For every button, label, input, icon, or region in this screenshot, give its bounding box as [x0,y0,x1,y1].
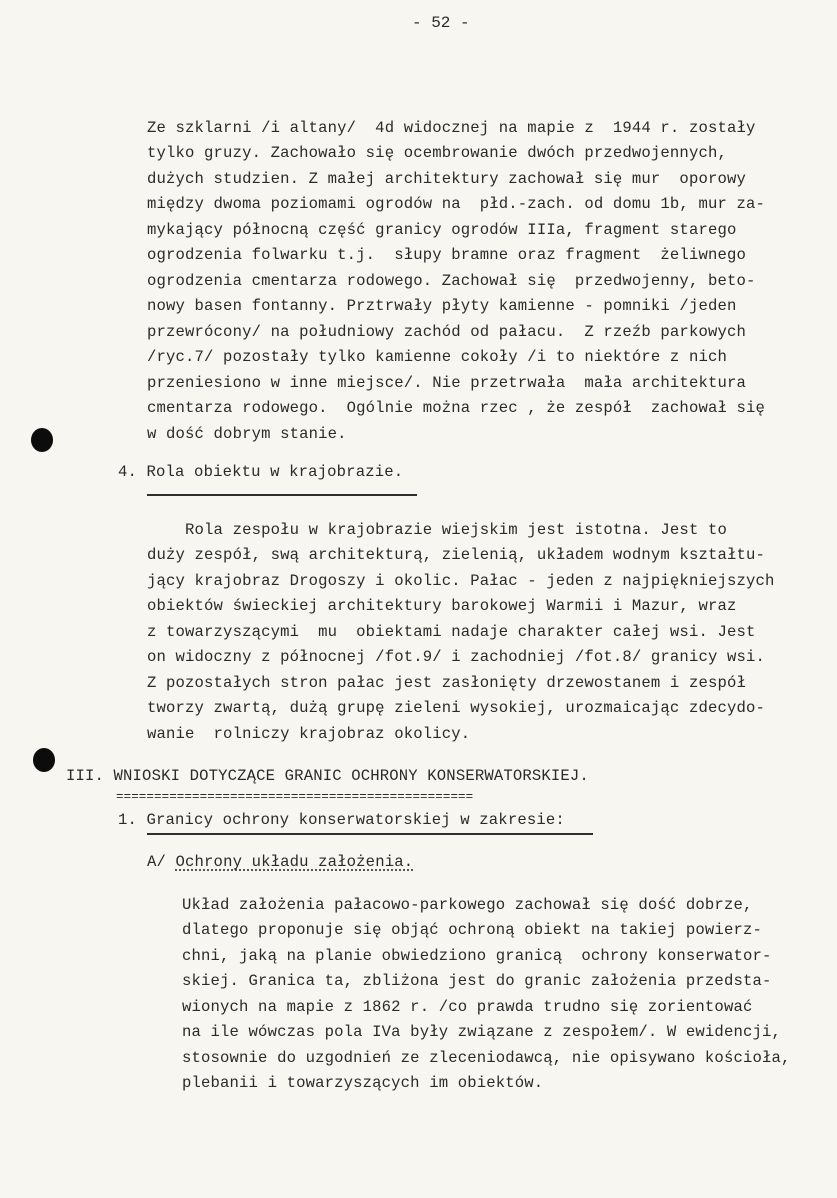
punch-hole-lower [33,748,55,772]
subsubsection-heading [147,852,413,872]
text-line: tylko gruzy. Zachowało się ocembrowanie dwóch przedwojennych, [147,144,727,162]
text-line: chni, jaką na planie obwiedziono granicą ochrony konserwator- [182,947,772,965]
text-line: przeniesiono w inne miejsce/. Nie przetrwała mała architektura [147,374,746,392]
text-line: nowy basen fontanny. Prztrwały płyty kamienne - pomniki /jeden [147,297,737,315]
subsection-underline [147,833,593,835]
chapter-double-rule: =============================================== [116,790,474,804]
text-line: z towarzyszącymi mu obiektami nadaje charakter całej wsi. Jest [147,623,756,641]
text-line: na ile wówczas pola IVa były związane z zespołem/. W ewidencji, [182,1023,781,1041]
text-line: on widoczny z północnej /fot.9/ i zachodniej /fot.8/ granicy wsi. [147,648,766,666]
section-heading: 4. Rola obiektu w krajobrazie. [118,463,404,481]
subsection-title: Ochrony układu założenia. [175,853,414,871]
text-line: Z pozostałych stron pałac jest zasłonięty drzewostanem i zespół [147,674,746,692]
subsection-label: A/ [147,853,176,871]
text-line: /ryc.7/ pozostały tylko kamienne cokoły /i to niektóre z nich [147,348,727,366]
text-line: Ze szklarni /i altany/ 4d widocznej na mapie z 1944 r. zostały [147,119,756,137]
text-line: ogrodzenia folwarku t.j. słupy bramne oraz fragment żeliwnego [147,246,746,264]
heading-underline [147,494,417,496]
text-line: tworzy zwartą, dużą grupę zieleni wysokiej, urozmaicając zdecydo- [147,699,766,717]
text-line: plebanii i towarzyszących im obiektów. [182,1074,544,1092]
text-line: stosownie do uzgodnień ze zleceniodawcą, nie opisywano kościoła, [182,1049,791,1067]
text-line: jący krajobraz Drogoszy i okolic. Pałac - jeden z najpiękniejszych [147,572,775,590]
text-line: Układ założenia pałacowo-parkowego zachował się dość dobrze, [182,896,753,914]
text-line: wanie rolniczy krajobraz okolicy. [147,725,471,743]
text-line: w dość dobrym stanie. [147,425,347,443]
chapter-heading: III. WNIOSKI DOTYCZĄCE GRANIC OCHRONY KONSERWATORSKIEJ. [66,767,589,785]
text-line: wionych na mapie z 1862 r. /co prawda trudno się zorientować [182,998,753,1016]
text-line: mykający północną część granicy ogrodów IIIa, fragment starego [147,221,737,239]
punch-hole-upper [31,428,53,452]
subsection-heading: 1. Granicy ochrony konserwatorskiej w zakresie: [118,811,565,829]
text-line: obiektów świeckiej architektury barokowej Warmii i Mazur, wraz [147,597,737,615]
text-line: dużych studzien. Z małej architektury zachował się mur oporowy [147,170,746,188]
text-line: między dwoma poziomami ogrodów na płd.-zach. od domu 1b, mur za- [147,195,766,213]
text-line: przewrócony/ na południowy zachód od pałacu. Z rzeźb parkowych [147,323,746,341]
text-line: Rola zespołu w krajobrazie wiejskim jest istotna. Jest to [147,521,727,539]
text-line: cmentarza rodowego. Ogólnie można rzec , że zespół zachował się [147,399,766,417]
text-line: ogrodzenia cmentarza rodowego. Zachował się przedwojenny, beto- [147,272,756,290]
text-line: skiej. Granica ta, zbliżona jest do granic założenia przedsta- [182,972,772,990]
text-line: dlatego proponuje się objąć ochroną obiekt na takiej powierz- [182,921,762,939]
page-number: - 52 - [412,14,470,32]
text-line: duży zespół, swą architekturą, zielenią, układem wodnym kształtu- [147,546,766,564]
